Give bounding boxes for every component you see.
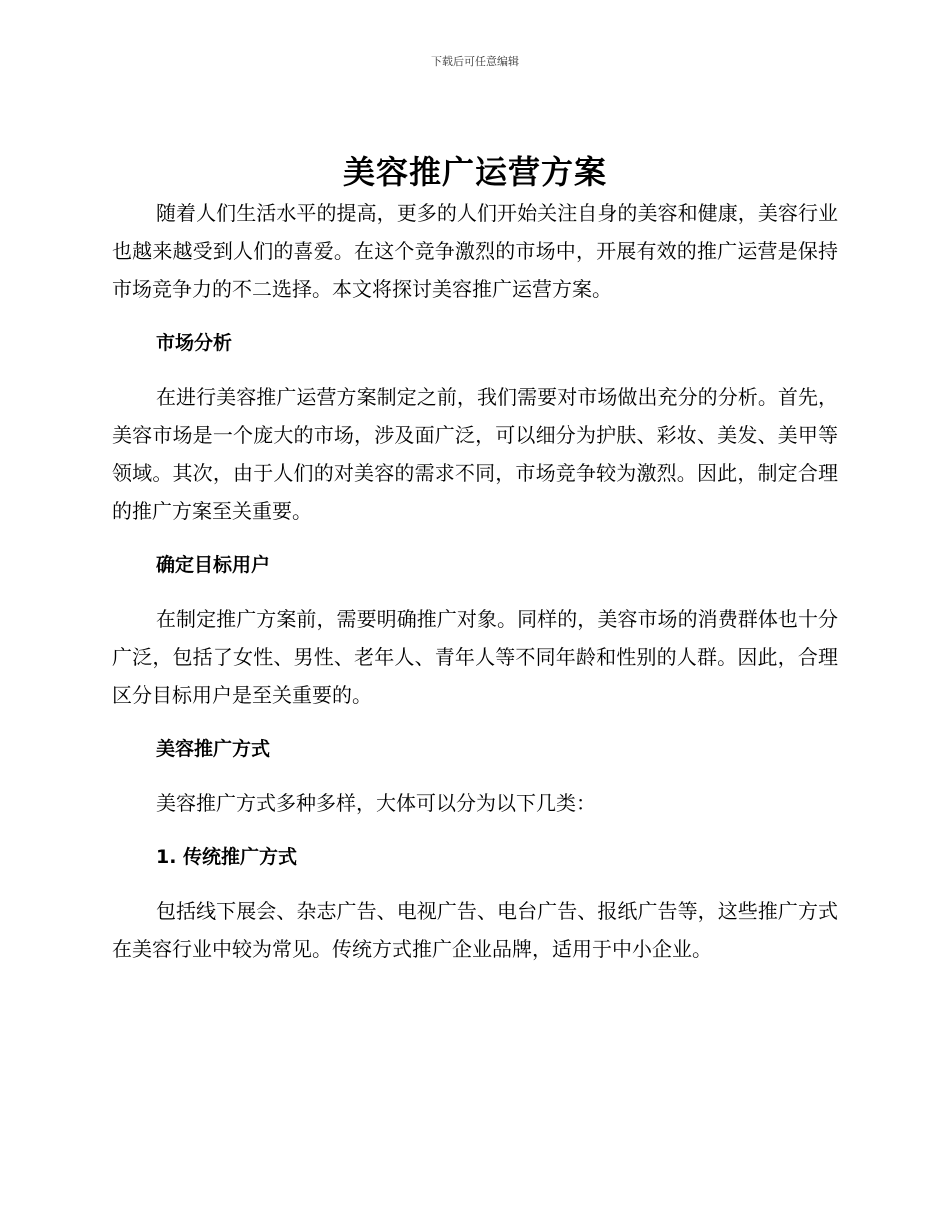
section-paragraph-target-users: 在制定推广方案前，需要明确推广对象。同样的，美容市场的消费群体也十分广泛，包括了女性、男性、老年人、青年人等不同年龄和性别的人群。因此，合理区分目标用户是至关重要的。	[112, 607, 838, 707]
section-heading-market-analysis: 市场分析	[156, 332, 233, 354]
document-title: 美容推广运营方案	[342, 153, 607, 191]
header-note: 下载后可任意编辑	[431, 55, 519, 68]
section-paragraph-promotion-methods: 美容推广方式多种多样，大体可以分为以下几类：	[156, 791, 596, 815]
intro-paragraph: 随着人们生活水平的提高，更多的人们开始关注自身的美容和健康，美容行业也越来越受到人们的喜爱。在这个竞争激烈的市场中，开展有效的推广运营是保持市场竞争力的不二选择。本文将探讨美容推广运营方案。	[112, 201, 838, 301]
document-body	[112, 150, 838, 968]
section-heading-promotion-methods: 美容推广方式	[156, 738, 271, 760]
section-paragraph-market-analysis: 在进行美容推广运营方案制定之前，我们需要对市场做出充分的分析。首先，美容市场是一个庞大的市场，涉及面广泛，可以细分为护肤、彩妆、美发、美甲等领域。其次，由于人们的对美容的需求不同，市场竞争较为激烈。因此，制定合理的推广方案至关重要。	[112, 385, 838, 523]
section-paragraph-traditional-methods: 包括线下展会、杂志广告、电视广告、电台广告、报纸广告等，这些推广方式在美容行业中较为常见。传统方式推广企业品牌，适用于中小企业。	[112, 899, 838, 961]
section-heading-target-users: 确定目标用户	[156, 554, 271, 576]
section-heading-traditional-methods: 1. 传统推广方式	[156, 846, 298, 868]
